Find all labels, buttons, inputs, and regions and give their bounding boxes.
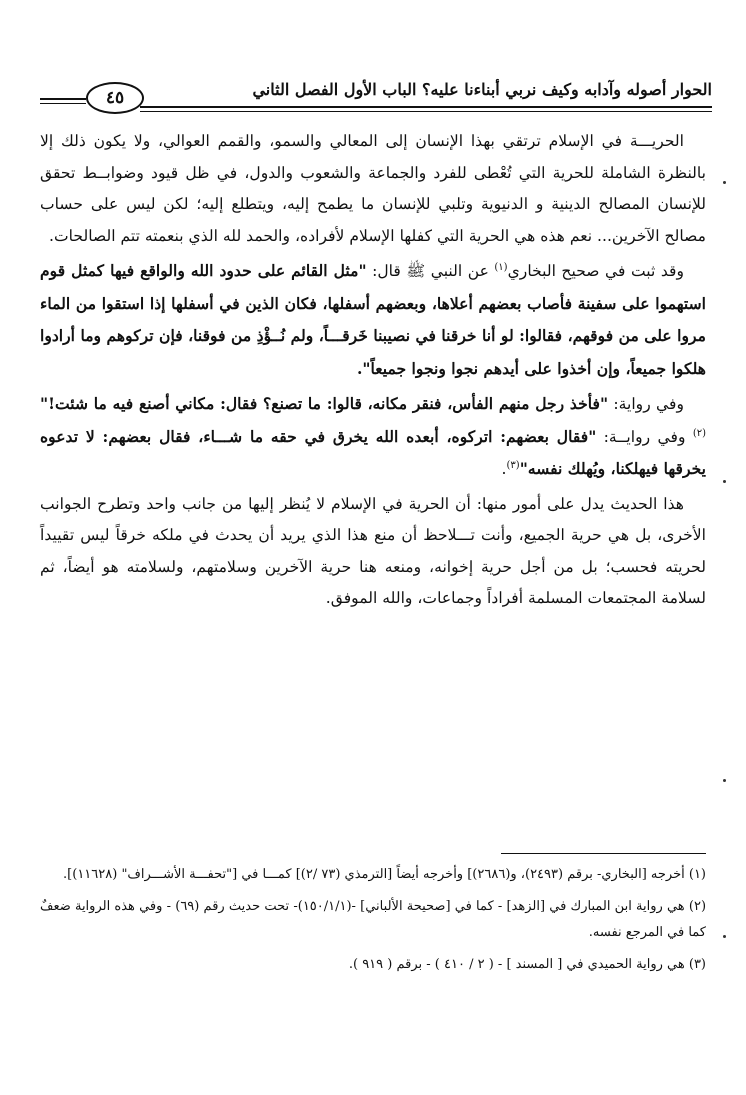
footnotes	[40, 862, 706, 984]
main-text	[40, 126, 706, 618]
footnote-3: (٣) هي رواية الحميدي في [ المسند ] - ( ٢ / ٤١٠ ) - برقم ( ٩١٩ ).	[348, 957, 706, 972]
paragraph-narrations	[40, 388, 706, 486]
running-header	[40, 76, 712, 116]
paragraph-hadith	[40, 255, 706, 385]
footnote-ref-3: (٣)	[506, 459, 520, 471]
footnote-ref-2: (٢)	[692, 427, 706, 439]
page-number: ٤٥	[86, 82, 144, 114]
narration-intro: وفي رواية:	[608, 395, 684, 413]
narration-quote-2: "فقال بعضهم: اتركوه، أبعده الله يخرق في حقه ما شـــاء، فقال بعضهم: لا تدعوه يخرقها فيهلكنا، ويُهلك نفسه"	[40, 426, 706, 478]
footnote-ref-1: (١)	[494, 261, 508, 273]
margin-mark	[723, 935, 726, 938]
footnote-1: (١) أخرجه [البخاري- برقم (٢٤٩٣)، و(٢٦٨٦)] وأخرجه أيضاً [الترمذي (٧٣ /٢)] كمـــا في ["تحفـــة الأشـــراف" (١١٦٢٨)].	[63, 867, 706, 882]
footnote-2: (٢) هي رواية ابن المبارك في [الزهد] - كما في [صحيحة الألباني] -(١٥٠/١/١)- تحت حديث رقم (٦٩) - وفي هذه الرواية ضعفٌ كما في المرجع نفسه.	[40, 899, 707, 940]
hadith-attribution: عن النبي ﷺ قال:	[366, 262, 495, 280]
paragraph-freedom: الحريـــة في الإسلام ترتقي بهذا الإنسان إلى المعالي والسمو، والقمم العوالي، ولا يكون ذلك إلا بالنظرة الشاملة للحرية التي تُعْطى للفرد والجماعة والشعوب والدول، في ظل قيود وضوابــط تحقق للإنسان المصالح الدينية و الدنيوية وتلبي للإنسان ما يطمح إليه، ويتطلع إليه؛ لكن ليس على حساب مصالح الآخرين... نعم هذه هي الحرية التي كفلها الإسلام لأفراده، والحمد لله الذي بنعمته تتم الصالحات.	[40, 132, 706, 245]
margin-mark	[723, 779, 726, 782]
footnote-rule	[501, 853, 706, 854]
narration-quote-1: "فأخذ رجل منهم الفأس، فنقر مكانه، قالوا: ما تصنع؟ فقال: مكاني أصنع فيه ما شئت!"	[40, 394, 609, 413]
paragraph-commentary: هذا الحديث يدل على أمور منها: أن الحرية في الإسلام لا يُنظر إليها من جانب واحد وتطرح الجوانب الأخرى، بل هي حرية الجميع، وأنت تـــلاحظ أن منع هذا الذي يريد أن يحدث في ملكه خرقاً ليس تقييداً لحريته فحسب؛ بل من أجل حرية إخوانه، ومنعه هنا حرية الآخرين وسلامتهم، ولسلامته هو أيضاً، ثم لسلامة المجتمعات المسلمة أفراداً وجماعات، والله الموفق.	[40, 494, 706, 607]
header-left-rule	[40, 98, 86, 104]
narration-end: .	[501, 460, 507, 478]
header-title: الحوار أصوله وآدابه وكيف نربي أبناءنا عليه؟ الباب الأول الفصل الثاني	[252, 80, 712, 99]
hadith-text: "مثل القائم على حدود الله والواقع فيها كمثل قوم استهموا على سفينة فأصاب بعضهم أعلاها، وبعضهم أسفلها، فكان الذين في أسفلها إذا استقوا من الماء مروا على من فوقهم، فقالوا: لو أنا خرقنا في نصيبنا خَرقـــاً، ولم نُــؤْذِ من فوقنا، فإن تركوهم وما أرادوا هلكوا جميعاً، وإن أخذوا على أيدهم نجوا ونجوا جميعاً".	[40, 261, 706, 378]
margin-mark	[723, 181, 726, 184]
margin-mark	[723, 480, 726, 483]
hadith-intro: وقد ثبت في صحيح البخاري	[507, 262, 684, 280]
narration-mid: وفي روايــة:	[596, 427, 693, 446]
header-rule	[140, 106, 712, 112]
